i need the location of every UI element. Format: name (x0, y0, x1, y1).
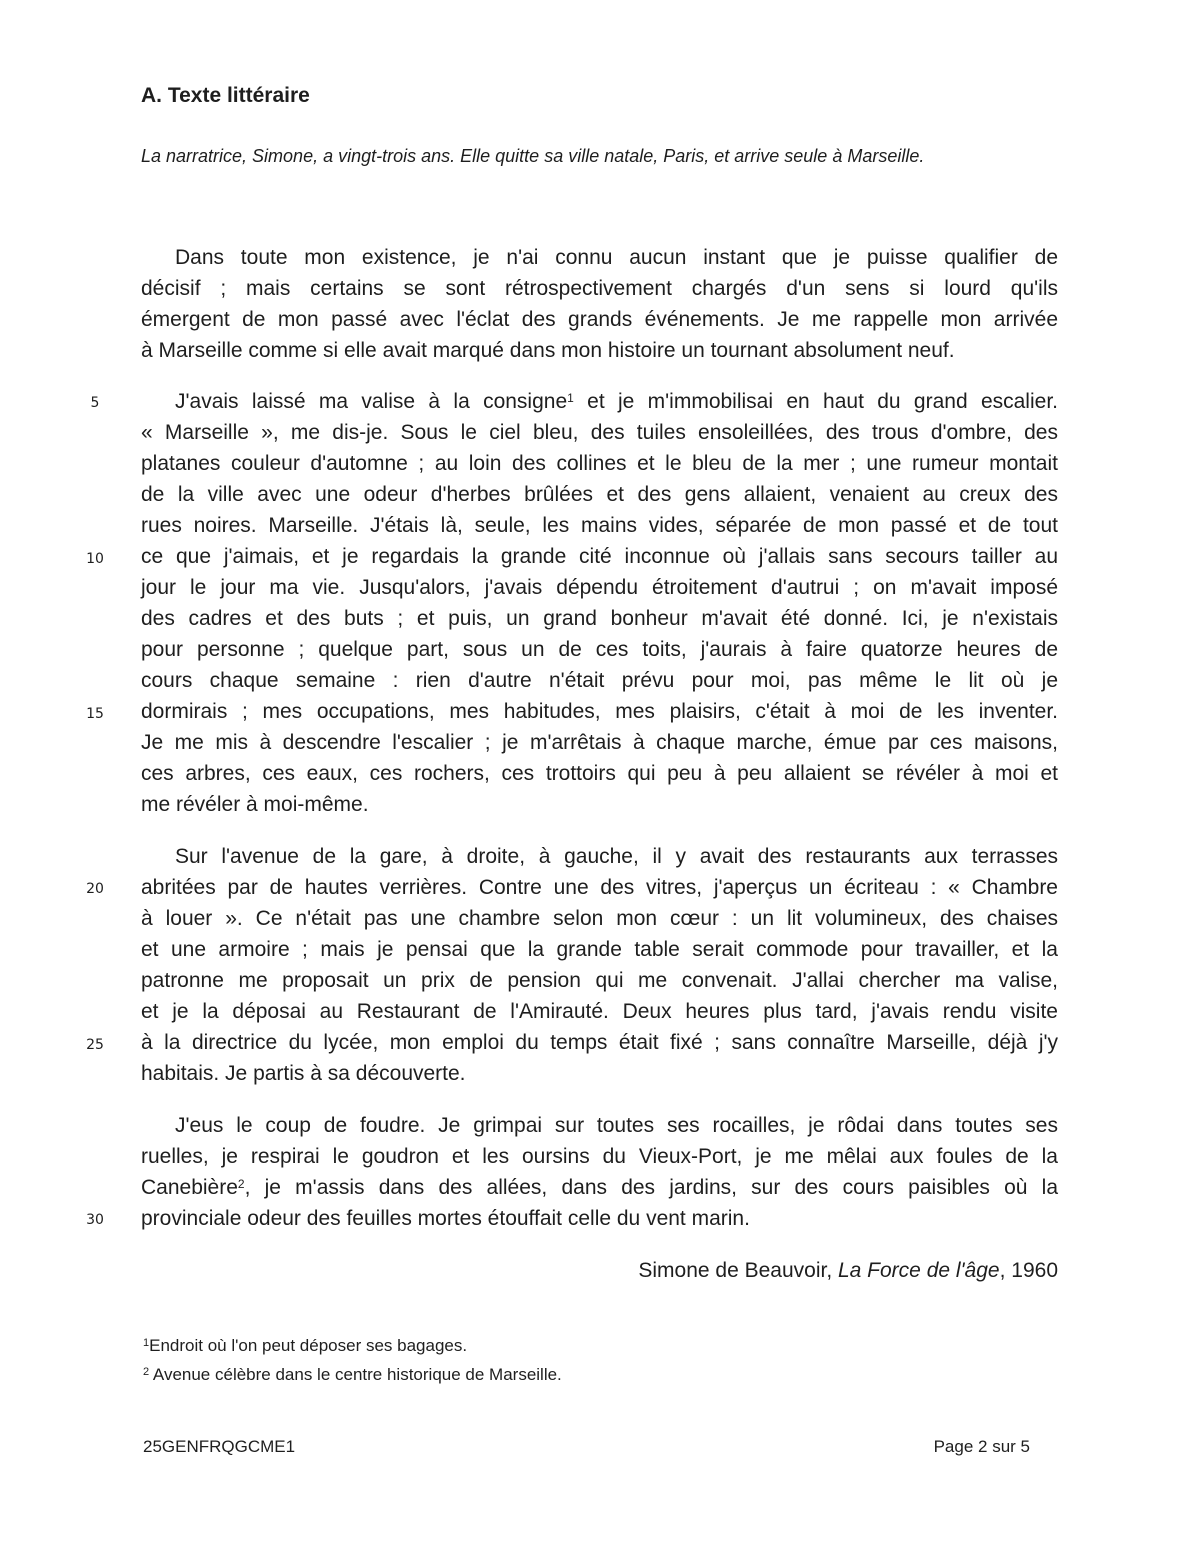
text-line: ces arbres, ces eaux, ces rochers, ces trottoirs qui peu à peu allaient se révéler à moi et (141, 762, 1058, 785)
text-line: à Marseille comme si elle avait marqué dans mon histoire un tournant absolument neuf. (141, 339, 955, 362)
text-line: Canebière$^2$, je m'assis dans des allées, dans des jardins, sur des cours paisibles où la (141, 1176, 1058, 1199)
text-line: provinciale odeur des feuilles mortes étouffait celle du vent marin. (141, 1207, 750, 1230)
text-line: à louer ». Ce n'était pas une chambre selon mon cœur : un lit volumineux, des chaises (141, 907, 1058, 930)
text-line: patronne me proposait un prix de pension qui me convenait. J'allai chercher ma valise, (141, 969, 1058, 992)
text-line: Je me mis à descendre l'escalier ; je m'arrêtais à chaque marche, émue par ces maisons, (141, 731, 1058, 754)
page-number: Page 2 sur 5 (933, 1437, 1030, 1456)
text-line: dormirais ; mes occupations, mes habitudes, mes plaisirs, c'était à moi de les inventer. (141, 700, 1058, 723)
text-line: J'eus le coup de foudre. Je grimpai sur toutes ses rocailles, je rôdai dans toutes ses (175, 1114, 1058, 1137)
footnote-marker: 2 (237, 1177, 245, 1191)
text-line: de la ville avec une odeur d'herbes brûlées et des gens allaient, venaient au creux des (141, 483, 1058, 506)
text-line: me révéler à moi-même. (141, 793, 369, 816)
line-number: 5 (90, 395, 100, 411)
text-line: J'avais laissé ma valise à la consigne$^1$ et je m'immobilisai en haut du grand escalier. (175, 390, 1058, 413)
footnote-1: $^1$Endroit où l'on peut déposer ses bagages. (143, 1336, 468, 1355)
text-line: « Marseille », me dis-je. Sous le ciel bleu, des tuiles ensoleillées, des trous d'ombre, des (141, 421, 1058, 444)
text-line: abritées par de hautes verrières. Contre une des vitres, j'aperçus un écriteau : « Chambre (141, 876, 1058, 899)
text-line: et une armoire ; mais je pensai que la grande table serait commode pour travailler, et la (141, 938, 1058, 961)
text-line: pour personne ; quelque part, sous un de ces toits, j'aurais à faire quatorze heures de (141, 638, 1058, 661)
book-title: La Force de l'âge (837, 1259, 1000, 1282)
intro-text: La narratrice, Simone, a vingt-trois ans. Elle quitte sa ville natale, Paris, et arrive seule à Marseille. (141, 146, 925, 166)
footnote-2: $^2$ Avenue célèbre dans le centre historique de Marseille. (143, 1365, 562, 1384)
text-line: ruelles, je respirai le goudron et les oursins du Vieux-Port, je me mêlai aux foules de la (141, 1145, 1058, 1168)
source-citation: Simone de Beauvoir, La Force de l'âge, 1960 (638, 1259, 1058, 1282)
text-line: et je la déposai au Restaurant de l'Amirauté. Deux heures plus tard, j'avais rendu visite (141, 1000, 1058, 1023)
footnote-marker: 1 (567, 391, 574, 405)
text-line: platanes couleur d'automne ; au loin des collines et le bleu de la mer ; une rumeur montait (141, 452, 1058, 475)
text-line: des cadres et des buts ; et puis, un grand bonheur m'avait été donné. Ici, je n'existais (141, 607, 1058, 630)
line-number: 10 (86, 551, 104, 567)
text-line: ce que j'aimais, et je regardais la grande cité inconnue où j'allais sans secours tailler au (141, 545, 1058, 568)
line-number: 15 (86, 706, 104, 722)
text-line: habitais. Je partis à sa découverte. (141, 1062, 466, 1085)
text-line: cours chaque semaine : rien d'autre n'était prévu pour moi, pas même le lit où je (141, 669, 1058, 692)
section-title: A. Texte littéraire (141, 84, 310, 107)
line-number: 25 (86, 1037, 104, 1053)
text-line: rues noires. Marseille. J'étais là, seule, les mains vides, séparée de mon passé et de tout (141, 514, 1058, 537)
text-line: Sur l'avenue de la gare, à droite, à gauche, il y avait des restaurants aux terrasses (175, 845, 1058, 868)
text-line: à la directrice du lycée, mon emploi du temps était fixé ; sans connaître Marseille, déjà j'y (141, 1031, 1058, 1054)
text-line: Dans toute mon existence, je n'ai connu aucun instant que je puisse qualifier de (175, 246, 1058, 269)
line-number: 30 (86, 1212, 104, 1228)
line-number: 20 (86, 881, 104, 897)
text-line: émergent de mon passé avec l'éclat des grands événements. Je me rappelle mon arrivée (141, 308, 1058, 331)
document-code: 25GENFRQGCME1 (143, 1437, 296, 1456)
text-line: décisif ; mais certains se sont rétrospectivement chargés d'un sens si lourd qu'ils (141, 277, 1058, 300)
text-line: jour le jour ma vie. Jusqu'alors, j'avais dépendu étroitement d'autrui ; on m'avait imposé (141, 576, 1058, 599)
